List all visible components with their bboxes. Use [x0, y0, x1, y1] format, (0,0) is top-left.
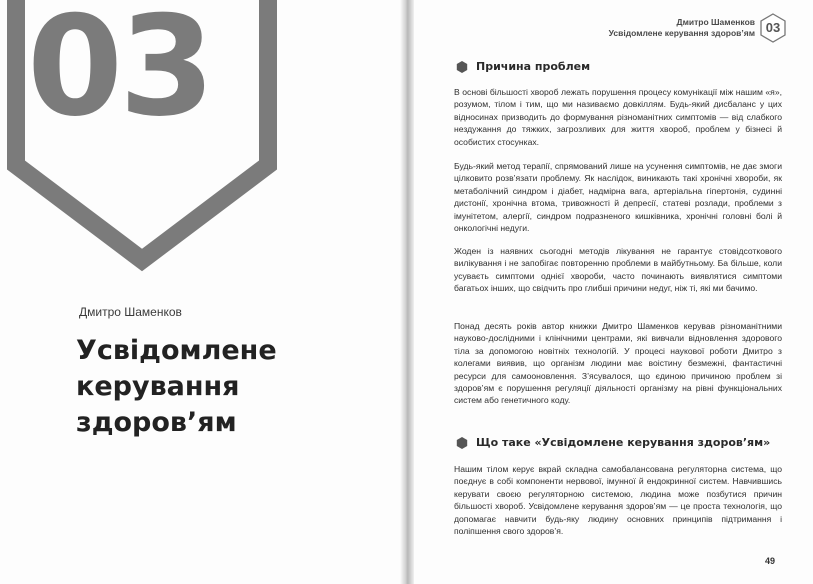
chapter-badge: [759, 13, 787, 43]
paragraph: В основі більшості хвороб лежать порушення процесу комунікації між нашим «я», розумом, тілом і тим, що ми називаємо довкіллям. Будь-який дисбаланс у цих відносинах призводить до формування різноманітних симптомів — від слабкого нездужання до тяжких, загрозливих для життя хвороб, проблем у бізнесі й особистих стосунках.: [454, 87, 782, 147]
book-title-line: здоров’ям: [76, 407, 237, 438]
chapter-badge-number: 03: [765, 20, 781, 35]
paragraph: Нашим тілом керує вкрай складна самобалансована регуляторна система, що поєднує в собі компоненти нервової, імунної й ендокринної систем. Навчившись керувати своєю регуляторною системою, людина може позбутися причин більшості хвороб. Усвідомлене керування здоров’ям — це проста технологія, що допомагає навчити будь-яку людину основних принципів підтримання і поліпшення свого здоров’я.: [454, 464, 782, 537]
running-head-author: Дмитро Шаменков: [676, 17, 755, 27]
hexagon-bullet-icon: [456, 437, 468, 449]
book-title-line: керування: [76, 371, 240, 402]
book-title: [76, 333, 376, 441]
paragraph: Будь-який метод терапії, спрямований лише на усунення симптомів, не дає змоги цілковито розв’язати проблему. Як наслідок, виникають такі хронічні хвороби, як метаболічний синдром і діабет, надмірна вага, артеріальна гіпертонія, судинні дистонії, хронічна втома, тривожності й депресії, статеві розлади, проблеми з імунітетом, алергії, синдром подразненого кишківника, хронічні головні болі й онкологічні недуги.: [454, 161, 782, 234]
running-head: [609, 17, 755, 39]
paragraph: Понад десять років автор книжки Дмитро Шаменков керував різноманітними науково-дослідними і клінічними центрами, які вивчали відновлення здорового тіла за допомогою новітніх технологій. У процесі наукової роботи Дмитро з колегами виявив, що організм людини має воістину безмежні, фантастичні ресурси для самооновлення. З’ясувалося, що єдиною причиною проблем зі здоров’ям є порушення регуляції діяльності організму на рівні функціональних систем або генетичного коду.: [454, 321, 782, 406]
chapter-number: 03: [27, 0, 212, 147]
section-heading-text: Причина проблем: [476, 60, 591, 73]
paragraph: Жоден із наявних сьогодні методів лікування не гарантує стовідсоткового вилікування і не запобігає повторенню проблеми в майбутньому. Ба більше, коли усуваєть симптоми однієї хвороби, часто починають виявлятися симптоми багатьох інших, що свідчить про глибші причини недуг, ніж ті, які ми бачимо.: [454, 246, 782, 294]
book-gutter: [400, 0, 414, 584]
book-title-line: Усвідомлене: [76, 335, 277, 366]
author-name: Дмитро Шаменков: [79, 305, 182, 319]
section-heading-text: Що таке «Усвідомлене керування здоров’ям»: [476, 436, 771, 449]
left-page: [0, 0, 404, 584]
section-heading: [456, 436, 770, 449]
page-number: 49: [764, 556, 775, 566]
hexagon-bullet-icon: [456, 61, 468, 73]
right-page: [408, 0, 813, 584]
section-heading: [456, 60, 590, 73]
running-head-title: Усвідомлене керування здоров’ям: [608, 28, 755, 38]
